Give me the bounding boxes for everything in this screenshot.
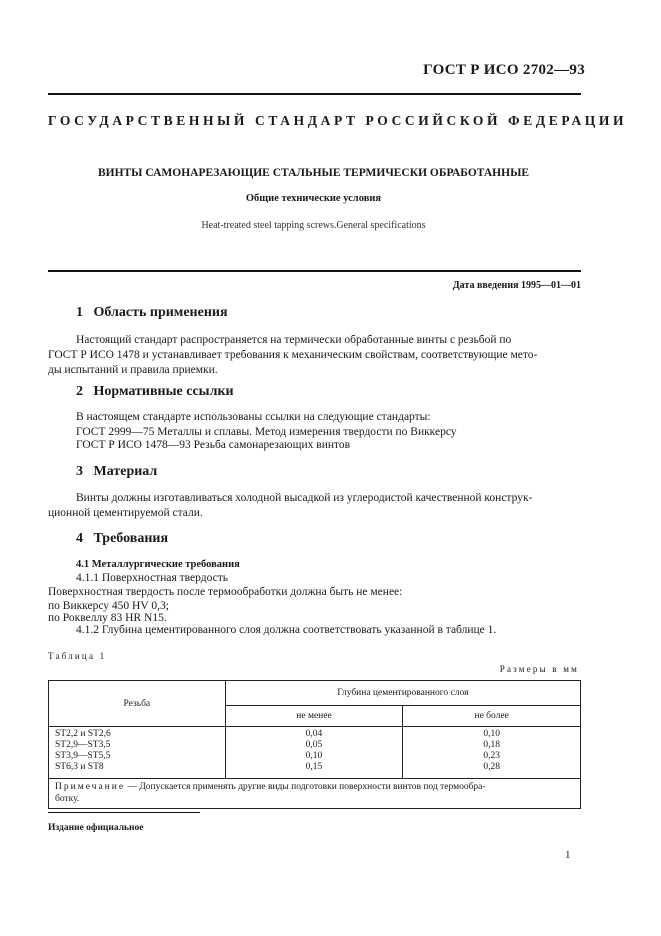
- thread-value: ST2,9—ST3,5: [55, 740, 111, 750]
- title-divider: [48, 270, 581, 272]
- section-3-heading: [76, 464, 157, 480]
- section-number: 2: [76, 384, 83, 399]
- page-number: 1: [565, 849, 571, 861]
- note-text-continued: ботку.: [55, 794, 80, 804]
- thread-column-header: Резьба: [49, 681, 226, 727]
- edition-label: Издание официальное: [48, 823, 144, 833]
- document-subtitle: Общие технические условия: [245, 193, 382, 204]
- paragraph-line: Винты должны изготавливаться холодной высадкой из углеродистой качественной конструк-: [76, 492, 533, 504]
- thread-value: ST6,3 и ST8: [55, 762, 104, 772]
- section-2-heading: [76, 384, 234, 400]
- max-value: 0,10: [483, 729, 500, 739]
- table-label: Таблица 1: [48, 651, 107, 661]
- note-text: — Допускается применять другие виды подготовки поверхности винтов под термообра-: [125, 782, 486, 792]
- section-title: Требования: [93, 531, 169, 546]
- document-title: ВИНТЫ САМОНАРЕЗАЮЩИЕ СТАЛЬНЫЕ ТЕРМИЧЕСКИ ОБРАБОТАННЫЕ: [97, 167, 530, 179]
- requirement-line: 4.1.2 Глубина цементированного слоя должна соответствовать указанной в таблице 1.: [76, 624, 497, 636]
- min-column-header: не менее: [225, 706, 403, 727]
- section-1-body: [48, 333, 582, 378]
- min-value: 0,10: [305, 751, 323, 761]
- section-number: 4: [76, 531, 83, 546]
- note-label: Примечание: [55, 782, 126, 792]
- state-standard-heading: ГОСУДАРСТВЕННЫЙ СТАНДАРТ РОССИЙСКОЙ ФЕДЕРАЦИИ: [48, 113, 628, 128]
- min-value: 0,15: [305, 762, 323, 772]
- paragraph-line: ционной цементируемой стали.: [48, 507, 203, 519]
- max-value: 0,28: [483, 762, 500, 772]
- paragraph-line: ды испытаний и правила приемки.: [48, 364, 218, 376]
- english-title: Heat-treated steel tapping screws.General specifications: [201, 220, 426, 231]
- table-note: [49, 779, 581, 809]
- max-value: 0,18: [483, 740, 500, 750]
- requirement-line: по Виккерсу 450 HV 0,3;: [48, 600, 169, 612]
- thread-cell: [49, 727, 226, 779]
- reference-item: ГОСТ 2999—75 Металлы и сплавы. Метод измерения твердости по Виккерсу: [76, 426, 457, 438]
- section-title: Область применения: [93, 305, 228, 320]
- max-cell: [403, 727, 581, 779]
- footnote-divider: [48, 812, 200, 813]
- section-4-heading: [76, 531, 168, 547]
- max-value: 0,23: [483, 751, 500, 761]
- section-title: Нормативные ссылки: [93, 384, 234, 399]
- section-number: 3: [76, 464, 83, 479]
- min-value: 0,04: [305, 729, 323, 739]
- hardened-layer-table: [48, 680, 581, 809]
- section-1-heading: [76, 305, 228, 321]
- subsection-heading: 4.1 Металлургические требования: [76, 559, 240, 570]
- paragraph-line: ГОСТ Р ИСО 1478 и устанавливает требования к механическим свойствам, соответствующие мето-: [48, 349, 538, 361]
- requirement-line: по Роквеллу 83 HR N15.: [48, 612, 167, 624]
- section-title: Материал: [93, 464, 158, 479]
- depth-column-header: Глубина цементированного слоя: [225, 681, 580, 706]
- document-number: ГОСТ Р ИСО 2702—93: [423, 62, 585, 78]
- min-value: 0,05: [305, 740, 323, 750]
- top-divider: [48, 93, 581, 95]
- section-3-body: [48, 491, 582, 521]
- requirement-line: Поверхностная твердость после термообработки должна быть не менее:: [48, 586, 403, 598]
- thread-value: ST2,2 и ST2,6: [55, 729, 111, 739]
- max-column-header: не более: [403, 706, 581, 727]
- introduction-date: Дата введения 1995—01—01: [452, 280, 581, 291]
- table-dimensions-note: Размеры в мм: [499, 664, 579, 674]
- references-intro: В настоящем стандарте использованы ссылки на следующие стандарты:: [76, 411, 431, 423]
- thread-value: ST3,9—ST5,5: [55, 751, 111, 761]
- reference-item: ГОСТ Р ИСО 1478—93 Резьба самонарезающих винтов: [76, 439, 351, 451]
- min-cell: [225, 727, 403, 779]
- requirement-line: 4.1.1 Поверхностная твердость: [76, 572, 228, 584]
- section-number: 1: [76, 305, 83, 320]
- paragraph-line: Настоящий стандарт распространяется на термически обработанные винты с резьбой по: [76, 334, 512, 346]
